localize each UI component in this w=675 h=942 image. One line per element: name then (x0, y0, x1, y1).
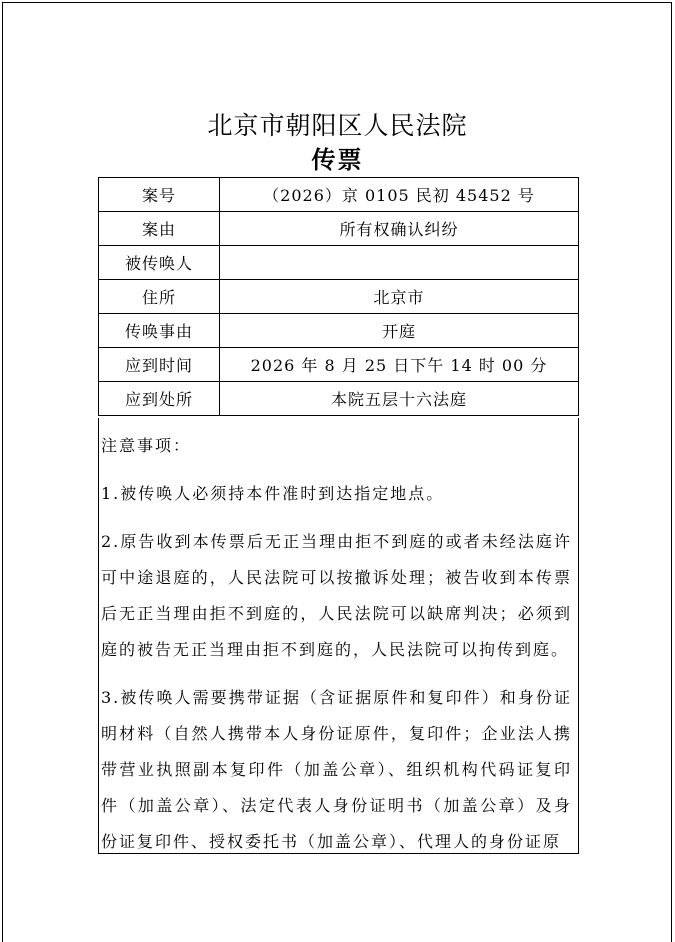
notes-section (98, 418, 579, 854)
appearance-time-value: 2026 年 8 月 25 日下午 14 时 00 分 (220, 348, 579, 382)
appearance-place-label: 应到处所 (99, 382, 220, 416)
appearance-time-label: 应到时间 (99, 348, 220, 382)
table-row (99, 280, 579, 314)
table-row (99, 348, 579, 382)
case-number-label: 案号 (99, 178, 220, 212)
address-label: 住所 (99, 280, 220, 314)
summons-reason-value: 开庭 (220, 314, 579, 348)
court-name: 北京市朝阳区人民法院 (207, 111, 468, 140)
case-cause-value: 所有权确认纠纷 (220, 212, 579, 246)
summoned-person-label: 被传唤人 (99, 246, 220, 280)
summoned-person-value (220, 246, 579, 280)
document-title: 传票 (311, 146, 364, 174)
notes-heading: 注意事项： (101, 436, 192, 455)
address-value: 北京市 (220, 280, 579, 314)
case-number-value: （2026）京 0105 民初 45452 号 (220, 178, 579, 212)
appearance-place-value: 本院五层十六法庭 (220, 382, 579, 416)
case-cause-label: 案由 (99, 212, 220, 246)
notes-item-2: 2.原告收到本传票后无正当理由拒不到庭的或者未经法庭许可中途退庭的，人民法院可以按撤诉处理；被告收到本传票后无正当理由拒不到庭的，人民法院可以缺席判决；必须到庭的被告无正当理由拒不到庭的，人民法院可以拘传到庭。 (101, 532, 572, 659)
table-row (99, 178, 579, 212)
summons-reason-label: 传唤事由 (99, 314, 220, 348)
notes-item-1: 1.被传唤人必须持本件准时到达指定地点。 (101, 484, 445, 503)
notes-item-3: 3.被传唤人需要携带证据（含证据原件和复印件）和身份证明材料（自然人携带本人身份证原件，复印件；企业法人携带营业执照副本复印件（加盖公章）、组织机构代码证复印件（加盖公章）、法定代表人身份证明书（加盖公章）及身份证复印件、授权委托书（加盖公章）、代理人的身份证原 (101, 688, 572, 851)
summons-form-table (98, 177, 579, 416)
table-row (99, 382, 579, 416)
table-row (99, 246, 579, 280)
table-row (99, 314, 579, 348)
table-row (99, 212, 579, 246)
